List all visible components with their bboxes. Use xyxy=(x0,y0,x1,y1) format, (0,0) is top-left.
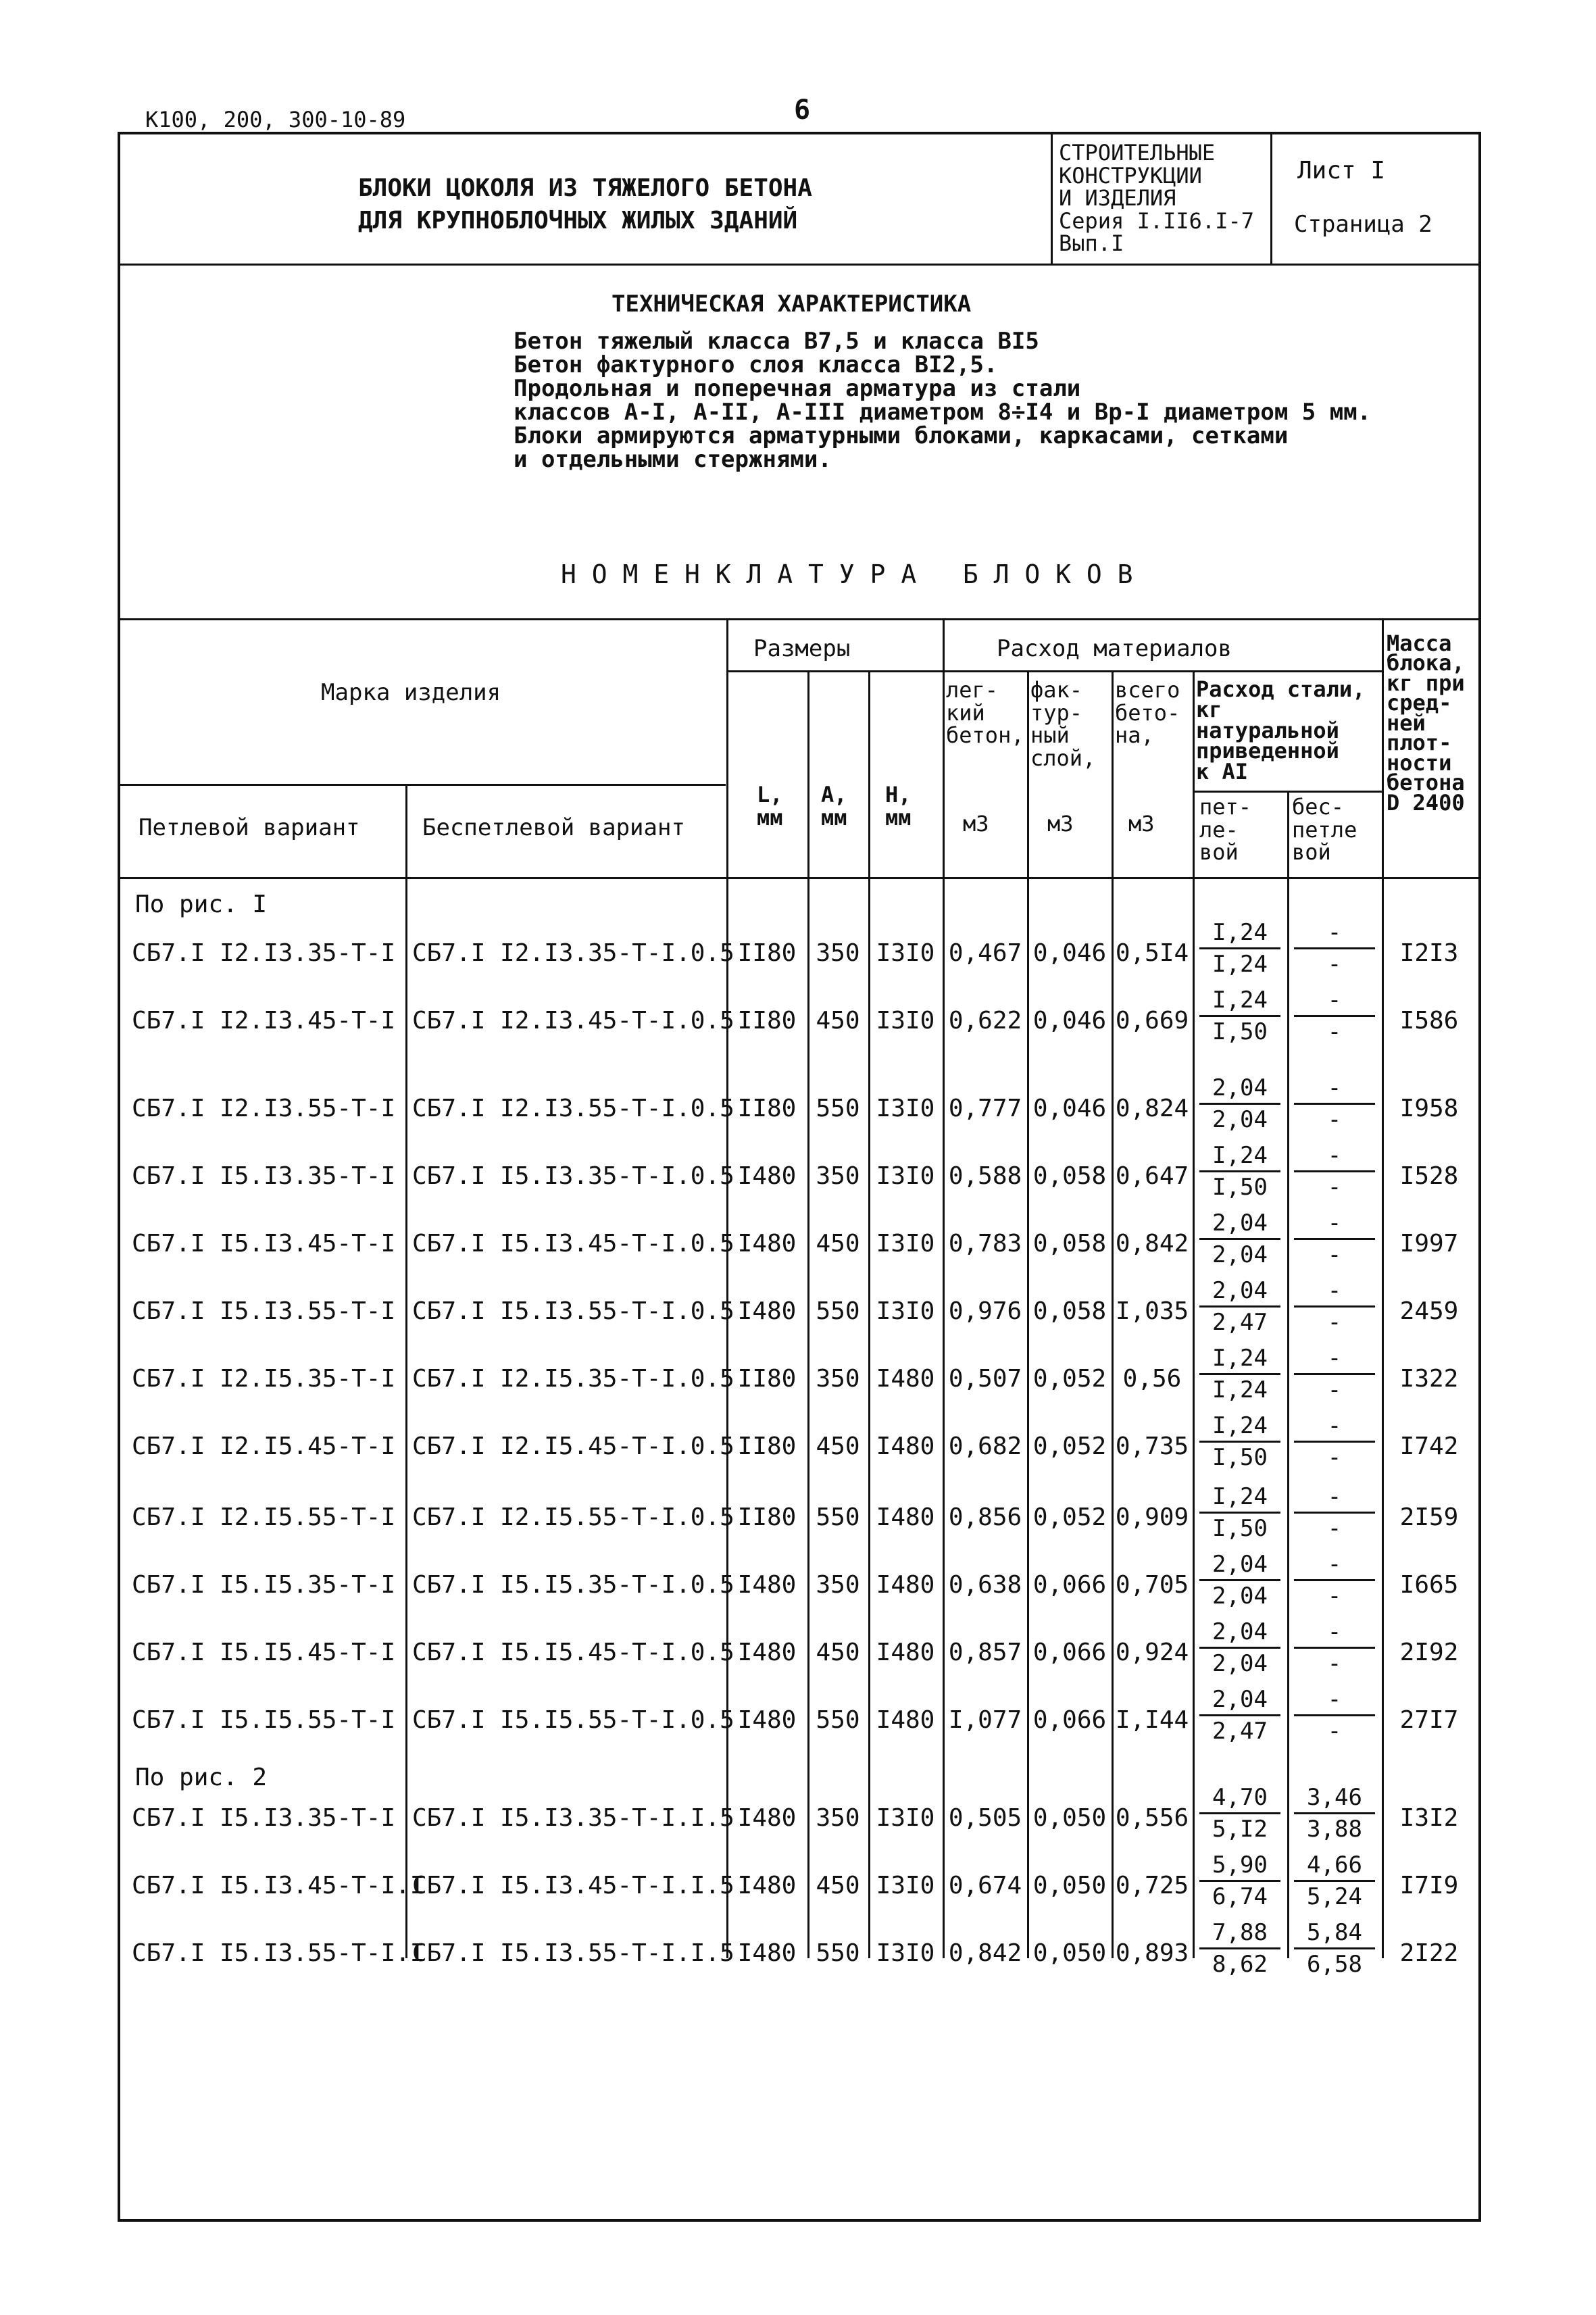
steel-loop-fraction xyxy=(1199,1276,1280,1337)
width-value: 350 xyxy=(816,1804,860,1832)
noloop-variant-mark: СБ7.I I2.I3.55-Т-I.0.5 xyxy=(412,1095,734,1122)
title-line-2: ДЛЯ КРУПНОБЛОЧНЫХ ЖИЛЫХ ЗДАНИЙ xyxy=(358,207,798,234)
facing-layer-value: 0,066 xyxy=(1032,1706,1107,1734)
steel-loop-natural: 2,04 xyxy=(1199,1073,1280,1105)
steel-loop-reduced: 2,47 xyxy=(1212,1309,1268,1336)
steel-loop-reduced: I,50 xyxy=(1212,1444,1268,1471)
divider xyxy=(1270,132,1272,264)
height-value: I3I0 xyxy=(876,1804,935,1832)
height-value: I3I0 xyxy=(876,1939,935,1967)
steel-noloop-natural: - xyxy=(1294,918,1375,949)
light-concrete-value: 0,588 xyxy=(948,1162,1022,1190)
header-L: L, мм xyxy=(757,782,783,830)
header-sizes: Размеры xyxy=(753,635,851,662)
page-label: Страница 2 xyxy=(1294,211,1432,238)
light-concrete-value: 0,783 xyxy=(948,1230,1022,1258)
light-concrete-value: 0,674 xyxy=(948,1872,1022,1899)
steel-loop-natural: 2,04 xyxy=(1199,1276,1280,1308)
steel-loop-fraction xyxy=(1199,1783,1280,1844)
width-value: 550 xyxy=(816,1297,860,1325)
noloop-variant-mark: СБ7.I I5.I3.55-Т-I.I.5 xyxy=(412,1939,734,1967)
total-concrete-value: 0,556 xyxy=(1115,1804,1189,1832)
nomenclature-title: Н О М Е Н К Л А Т У Р А Б Л О К О В xyxy=(561,559,1133,589)
steel-loop-fraction xyxy=(1199,1617,1280,1678)
tech-heading: ТЕХНИЧЕСКАЯ ХАРАКТЕРИСТИКА xyxy=(612,291,972,318)
steel-noloop-natural: - xyxy=(1294,1141,1375,1172)
steel-loop-natural: 4,70 xyxy=(1199,1783,1280,1814)
length-value: I480 xyxy=(737,1639,797,1666)
header-loop-variant: Петлевой вариант xyxy=(139,814,360,841)
steel-loop-natural: 5,90 xyxy=(1199,1850,1280,1882)
steel-noloop-fraction xyxy=(1294,1850,1375,1912)
width-value: 350 xyxy=(816,1162,860,1190)
steel-noloop-natural: - xyxy=(1294,1549,1375,1581)
total-concrete-value: 0,705 xyxy=(1115,1571,1189,1599)
total-concrete-value: 0,909 xyxy=(1115,1503,1189,1531)
steel-noloop-reduced: - xyxy=(1327,1106,1342,1133)
length-value: I480 xyxy=(737,1297,797,1325)
light-concrete-value: 0,638 xyxy=(948,1571,1022,1599)
steel-noloop-reduced: 5,24 xyxy=(1307,1883,1362,1910)
group-label-fig1: По рис. I xyxy=(135,891,268,918)
width-value: 450 xyxy=(816,1872,860,1899)
header-mass: Масса блока, кг при сред- ней плот- ности бетона D 2400 xyxy=(1387,630,1465,816)
steel-noloop-natural: - xyxy=(1294,1685,1375,1716)
steel-noloop-reduced: - xyxy=(1327,951,1342,978)
steel-noloop-reduced: - xyxy=(1327,1174,1342,1201)
steel-loop-natural: I,24 xyxy=(1199,985,1280,1017)
loop-variant-mark: СБ7.I I2.I5.55-Т-I xyxy=(132,1503,396,1531)
facing-layer-value: 0,046 xyxy=(1032,1095,1107,1122)
loop-variant-mark: СБ7.I I5.I3.55-Т-I xyxy=(132,1297,396,1325)
light-concrete-value: 0,507 xyxy=(948,1365,1022,1393)
steel-noloop-natural: - xyxy=(1294,1411,1375,1443)
steel-loop-reduced: I,24 xyxy=(1212,1376,1268,1403)
loop-variant-mark: СБ7.I I5.I5.35-Т-I xyxy=(132,1571,396,1599)
divider xyxy=(726,618,728,1958)
unit-m3: м3 xyxy=(1047,811,1074,837)
height-value: I480 xyxy=(876,1503,935,1531)
length-value: II80 xyxy=(737,1433,797,1460)
steel-noloop-reduced: - xyxy=(1327,1718,1342,1745)
noloop-variant-mark: СБ7.I I2.I5.55-Т-I.0.5 xyxy=(412,1503,734,1531)
noloop-variant-mark: СБ7.I I5.I5.45-Т-I.0.5 xyxy=(412,1639,734,1666)
steel-noloop-reduced: 6,58 xyxy=(1307,1951,1362,1978)
steel-noloop-reduced: - xyxy=(1327,1309,1342,1336)
loop-variant-mark: СБ7.I I5.I3.55-Т-I.I xyxy=(132,1939,425,1967)
block-mass-value: 2I22 xyxy=(1399,1939,1459,1967)
length-value: II80 xyxy=(737,939,797,967)
noloop-variant-mark: СБ7.I I2.I3.45-Т-I.0.5 xyxy=(412,1007,734,1035)
block-mass-value: I742 xyxy=(1399,1433,1459,1460)
length-value: II80 xyxy=(737,1365,797,1393)
noloop-variant-mark: СБ7.I I5.I5.35-Т-I.0.5 xyxy=(412,1571,734,1599)
tech-line: и отдельными стержнями. xyxy=(514,446,832,473)
tech-line: классов А-I, А-II, А-III диаметром 8÷I4 и Вр-I диаметром 5 мм. xyxy=(514,399,1372,426)
steel-noloop-natural: - xyxy=(1294,1208,1375,1240)
width-value: 350 xyxy=(816,1365,860,1393)
sheet-number: Лист I xyxy=(1297,157,1386,184)
header-steel-noloop: бес- петле вой xyxy=(1292,794,1357,866)
facing-layer-value: 0,050 xyxy=(1032,1939,1107,1967)
header-bottom xyxy=(118,877,1481,879)
height-value: I480 xyxy=(876,1365,935,1393)
divider xyxy=(1193,670,1195,1958)
height-value: I3I0 xyxy=(876,939,935,967)
facing-layer-value: 0,066 xyxy=(1032,1571,1107,1599)
length-value: II80 xyxy=(737,1007,797,1035)
noloop-variant-mark: СБ7.I I5.I3.35-Т-I.I.5 xyxy=(412,1804,734,1832)
light-concrete-value: 0,505 xyxy=(948,1804,1022,1832)
steel-noloop-natural: - xyxy=(1294,1276,1375,1308)
steel-noloop-fraction xyxy=(1294,1141,1375,1202)
total-concrete-value: 0,725 xyxy=(1115,1872,1189,1899)
total-concrete-value: 0,924 xyxy=(1115,1639,1189,1666)
facing-layer-value: 0,052 xyxy=(1032,1433,1107,1460)
width-value: 550 xyxy=(816,1503,860,1531)
length-value: I480 xyxy=(737,1706,797,1734)
block-mass-value: I7I9 xyxy=(1399,1872,1459,1899)
steel-loop-fraction xyxy=(1199,1685,1280,1746)
total-concrete-value: 0,5I4 xyxy=(1115,939,1189,967)
block-mass-value: I3I2 xyxy=(1399,1804,1459,1832)
steel-noloop-fraction xyxy=(1294,1685,1375,1746)
facing-layer-value: 0,052 xyxy=(1032,1365,1107,1393)
steel-loop-reduced: I,50 xyxy=(1212,1515,1268,1542)
noloop-variant-mark: СБ7.I I5.I3.45-Т-I.I.5 xyxy=(412,1872,734,1899)
length-value: II80 xyxy=(737,1503,797,1531)
steel-noloop-fraction xyxy=(1294,1276,1375,1337)
facing-layer-value: 0,058 xyxy=(1032,1230,1107,1258)
block-mass-value: 2I92 xyxy=(1399,1639,1459,1666)
width-value: 350 xyxy=(816,1571,860,1599)
group-label-fig2: По рис. 2 xyxy=(135,1764,268,1791)
header-steel-loop: пет- ле- вой xyxy=(1199,794,1252,866)
steel-loop-fraction xyxy=(1199,1482,1280,1543)
steel-noloop-reduced: - xyxy=(1327,1241,1342,1268)
steel-loop-reduced: I,50 xyxy=(1212,1174,1268,1201)
loop-variant-mark: СБ7.I I5.I3.45-Т-I.I xyxy=(132,1872,425,1899)
loop-variant-mark: СБ7.I I5.I3.35-Т-I xyxy=(132,1162,396,1190)
length-value: I480 xyxy=(737,1939,797,1967)
steel-loop-natural: 2,04 xyxy=(1199,1208,1280,1240)
block-mass-value: I958 xyxy=(1399,1095,1459,1122)
facing-layer-value: 0,050 xyxy=(1032,1872,1107,1899)
height-value: I3I0 xyxy=(876,1007,935,1035)
loop-variant-mark: СБ7.I I5.I3.45-Т-I xyxy=(132,1230,396,1258)
height-value: I480 xyxy=(876,1433,935,1460)
page-number: 6 xyxy=(794,95,811,126)
height-value: I480 xyxy=(876,1706,935,1734)
steel-loop-fraction xyxy=(1199,918,1280,979)
total-concrete-value: I,I44 xyxy=(1115,1706,1189,1734)
block-mass-value: 2459 xyxy=(1399,1297,1459,1325)
header-noloop-variant: Беспетлевой вариант xyxy=(422,814,685,841)
loop-variant-mark: СБ7.I I5.I3.35-Т-I xyxy=(132,1804,396,1832)
height-value: I3I0 xyxy=(876,1872,935,1899)
steel-noloop-reduced: - xyxy=(1327,1515,1342,1542)
steel-noloop-fraction xyxy=(1294,1073,1375,1135)
steel-noloop-natural: - xyxy=(1294,1482,1375,1514)
facing-layer-value: 0,050 xyxy=(1032,1804,1107,1832)
noloop-variant-mark: СБ7.I I5.I3.35-Т-I.0.5 xyxy=(412,1162,734,1190)
steel-loop-fraction xyxy=(1199,1343,1280,1405)
facing-layer-value: 0,058 xyxy=(1032,1162,1107,1190)
steel-noloop-reduced: - xyxy=(1327,1650,1342,1677)
light-concrete-value: 0,857 xyxy=(948,1639,1022,1666)
header-light-concrete: лег- кий бетон, xyxy=(946,677,1024,749)
divider xyxy=(405,784,407,1958)
block-mass-value: I586 xyxy=(1399,1007,1459,1035)
steel-noloop-fraction xyxy=(1294,1549,1375,1611)
height-value: I3I0 xyxy=(876,1297,935,1325)
steel-noloop-natural: 5,84 xyxy=(1294,1918,1375,1949)
steel-loop-natural: I,24 xyxy=(1199,918,1280,949)
unit-m3: м3 xyxy=(963,811,989,837)
steel-noloop-natural: 4,66 xyxy=(1294,1850,1375,1882)
steel-noloop-natural: - xyxy=(1294,1617,1375,1649)
width-value: 450 xyxy=(816,1639,860,1666)
table-top xyxy=(118,618,1481,620)
length-value: I480 xyxy=(737,1804,797,1832)
noloop-variant-mark: СБ7.I I5.I3.55-Т-I.0.5 xyxy=(412,1297,734,1325)
height-value: I3I0 xyxy=(876,1162,935,1190)
total-concrete-value: 0,824 xyxy=(1115,1095,1189,1122)
doc-code: К100, 200, 300-10-89 xyxy=(145,107,406,132)
loop-variant-mark: СБ7.I I2.I3.45-Т-I xyxy=(132,1007,396,1035)
steel-loop-natural: 7,88 xyxy=(1199,1918,1280,1949)
light-concrete-value: 0,622 xyxy=(948,1007,1022,1035)
loop-variant-mark: СБ7.I I2.I3.35-Т-I xyxy=(132,939,396,967)
width-value: 450 xyxy=(816,1433,860,1460)
facing-layer-value: 0,052 xyxy=(1032,1503,1107,1531)
divider xyxy=(943,618,945,1958)
divider xyxy=(1051,132,1053,264)
unit-m3: м3 xyxy=(1128,811,1155,837)
length-value: I480 xyxy=(737,1571,797,1599)
steel-noloop-reduced: 3,88 xyxy=(1307,1816,1362,1843)
steel-noloop-natural: 3,46 xyxy=(1294,1783,1375,1814)
steel-loop-reduced: 2,04 xyxy=(1212,1650,1268,1677)
loop-variant-mark: СБ7.I I5.I5.55-Т-I xyxy=(132,1706,396,1734)
length-value: I480 xyxy=(737,1230,797,1258)
length-value: II80 xyxy=(737,1095,797,1122)
total-concrete-value: 0,669 xyxy=(1115,1007,1189,1035)
steel-noloop-fraction xyxy=(1294,1783,1375,1844)
steel-loop-reduced: 2,04 xyxy=(1212,1241,1268,1268)
block-mass-value: I322 xyxy=(1399,1365,1459,1393)
steel-loop-fraction xyxy=(1199,1850,1280,1912)
steel-noloop-natural: - xyxy=(1294,985,1375,1017)
header-mark: Марка изделия xyxy=(321,679,501,706)
steel-loop-reduced: 2,04 xyxy=(1212,1106,1268,1133)
noloop-variant-mark: СБ7.I I2.I5.45-Т-I.0.5 xyxy=(412,1433,734,1460)
height-value: I3I0 xyxy=(876,1095,935,1122)
divider xyxy=(726,670,1382,672)
series-block: СТРОИТЕЛЬНЫЕ КОНСТРУКЦИИ И ИЗДЕЛИЯ Серия I.II6.I-7 Вып.I xyxy=(1059,140,1254,257)
height-value: I480 xyxy=(876,1571,935,1599)
steel-noloop-fraction xyxy=(1294,1208,1375,1270)
facing-layer-value: 0,046 xyxy=(1032,1007,1107,1035)
steel-loop-fraction xyxy=(1199,985,1280,1047)
header-materials: Расход материалов xyxy=(997,635,1232,662)
tech-line: Бетон фактурного слоя класса ВI2,5. xyxy=(514,351,998,378)
light-concrete-value: I,077 xyxy=(948,1706,1022,1734)
steel-loop-fraction xyxy=(1199,1141,1280,1202)
steel-noloop-reduced: - xyxy=(1327,1376,1342,1403)
light-concrete-value: 0,682 xyxy=(948,1433,1022,1460)
width-value: 550 xyxy=(816,1939,860,1967)
steel-noloop-fraction xyxy=(1294,1918,1375,1979)
width-value: 450 xyxy=(816,1230,860,1258)
divider xyxy=(118,784,726,786)
length-value: I480 xyxy=(737,1162,797,1190)
divider xyxy=(118,264,1481,266)
height-value: I480 xyxy=(876,1639,935,1666)
total-concrete-value: 0,842 xyxy=(1115,1230,1189,1258)
light-concrete-value: 0,976 xyxy=(948,1297,1022,1325)
title-line-1: БЛОКИ ЦОКОЛЯ ИЗ ТЯЖЕЛОГО БЕТОНА xyxy=(358,174,812,202)
steel-loop-reduced: I,50 xyxy=(1212,1018,1268,1045)
light-concrete-value: 0,856 xyxy=(948,1503,1022,1531)
facing-layer-value: 0,046 xyxy=(1032,939,1107,967)
divider xyxy=(1382,618,1384,1958)
steel-loop-natural: I,24 xyxy=(1199,1411,1280,1443)
steel-loop-fraction xyxy=(1199,1549,1280,1611)
total-concrete-value: 0,56 xyxy=(1122,1365,1182,1393)
block-mass-value: 27I7 xyxy=(1399,1706,1459,1734)
width-value: 350 xyxy=(816,939,860,967)
steel-noloop-fraction xyxy=(1294,1343,1375,1405)
width-value: 550 xyxy=(816,1706,860,1734)
steel-loop-fraction xyxy=(1199,1208,1280,1270)
light-concrete-value: 0,467 xyxy=(948,939,1022,967)
light-concrete-value: 0,842 xyxy=(948,1939,1022,1967)
steel-noloop-reduced: - xyxy=(1327,1018,1342,1045)
header-total-concrete: всего бето- на, xyxy=(1115,677,1180,749)
steel-noloop-reduced: - xyxy=(1327,1444,1342,1471)
total-concrete-value: I,035 xyxy=(1115,1297,1189,1325)
steel-loop-reduced: 6,74 xyxy=(1212,1883,1268,1910)
loop-variant-mark: СБ7.I I5.I5.45-Т-I xyxy=(132,1639,396,1666)
light-concrete-value: 0,777 xyxy=(948,1095,1022,1122)
steel-loop-natural: I,24 xyxy=(1199,1141,1280,1172)
tech-line: Блоки армируются арматурными блоками, каркасами, сетками xyxy=(514,422,1289,449)
divider xyxy=(1287,791,1289,1958)
length-value: I480 xyxy=(737,1872,797,1899)
steel-loop-natural: 2,04 xyxy=(1199,1617,1280,1649)
steel-loop-reduced: 5,I2 xyxy=(1212,1816,1268,1843)
block-mass-value: 2I59 xyxy=(1399,1503,1459,1531)
tech-line: Бетон тяжелый класса В7,5 и класса ВI5 xyxy=(514,328,1039,355)
steel-loop-fraction xyxy=(1199,1918,1280,1979)
steel-loop-natural: 2,04 xyxy=(1199,1549,1280,1581)
width-value: 450 xyxy=(816,1007,860,1035)
steel-loop-fraction xyxy=(1199,1411,1280,1472)
total-concrete-value: 0,647 xyxy=(1115,1162,1189,1190)
steel-loop-reduced: I,24 xyxy=(1212,951,1268,978)
steel-noloop-fraction xyxy=(1294,1617,1375,1678)
block-mass-value: I2I3 xyxy=(1399,939,1459,967)
width-value: 550 xyxy=(816,1095,860,1122)
total-concrete-value: 0,735 xyxy=(1115,1433,1189,1460)
steel-loop-natural: I,24 xyxy=(1199,1482,1280,1514)
loop-variant-mark: СБ7.I I2.I3.55-Т-I xyxy=(132,1095,396,1122)
header-H: Н, мм xyxy=(885,782,912,830)
noloop-variant-mark: СБ7.I I2.I3.35-Т-I.0.5 xyxy=(412,939,734,967)
loop-variant-mark: СБ7.I I2.I5.45-Т-I xyxy=(132,1433,396,1460)
steel-noloop-natural: - xyxy=(1294,1343,1375,1375)
noloop-variant-mark: СБ7.I I5.I5.55-Т-I.0.5 xyxy=(412,1706,734,1734)
facing-layer-value: 0,066 xyxy=(1032,1639,1107,1666)
steel-noloop-natural: - xyxy=(1294,1073,1375,1105)
noloop-variant-mark: СБ7.I I5.I3.45-Т-I.0.5 xyxy=(412,1230,734,1258)
header-steel: Расход стали, кг натуральной приведенной к АI xyxy=(1196,676,1366,785)
header-A: А, мм xyxy=(821,782,847,830)
steel-loop-reduced: 8,62 xyxy=(1212,1951,1268,1978)
steel-loop-natural: 2,04 xyxy=(1199,1685,1280,1716)
steel-loop-fraction xyxy=(1199,1073,1280,1135)
block-mass-value: I665 xyxy=(1399,1571,1459,1599)
loop-variant-mark: СБ7.I I2.I5.35-Т-I xyxy=(132,1365,396,1393)
total-concrete-value: 0,893 xyxy=(1115,1939,1189,1967)
steel-loop-reduced: 2,04 xyxy=(1212,1583,1268,1610)
block-mass-value: I528 xyxy=(1399,1162,1459,1190)
facing-layer-value: 0,058 xyxy=(1032,1297,1107,1325)
noloop-variant-mark: СБ7.I I2.I5.35-Т-I.0.5 xyxy=(412,1365,734,1393)
tech-line: Продольная и поперечная арматура из стали xyxy=(514,375,1081,402)
steel-loop-reduced: 2,47 xyxy=(1212,1718,1268,1745)
steel-noloop-fraction xyxy=(1294,918,1375,979)
steel-noloop-fraction xyxy=(1294,985,1375,1047)
steel-noloop-fraction xyxy=(1294,1482,1375,1543)
block-mass-value: I997 xyxy=(1399,1230,1459,1258)
steel-loop-natural: I,24 xyxy=(1199,1343,1280,1375)
steel-noloop-fraction xyxy=(1294,1411,1375,1472)
steel-noloop-reduced: - xyxy=(1327,1583,1342,1610)
height-value: I3I0 xyxy=(876,1230,935,1258)
header-facing-layer: фак- тур- ный слой, xyxy=(1030,677,1096,771)
